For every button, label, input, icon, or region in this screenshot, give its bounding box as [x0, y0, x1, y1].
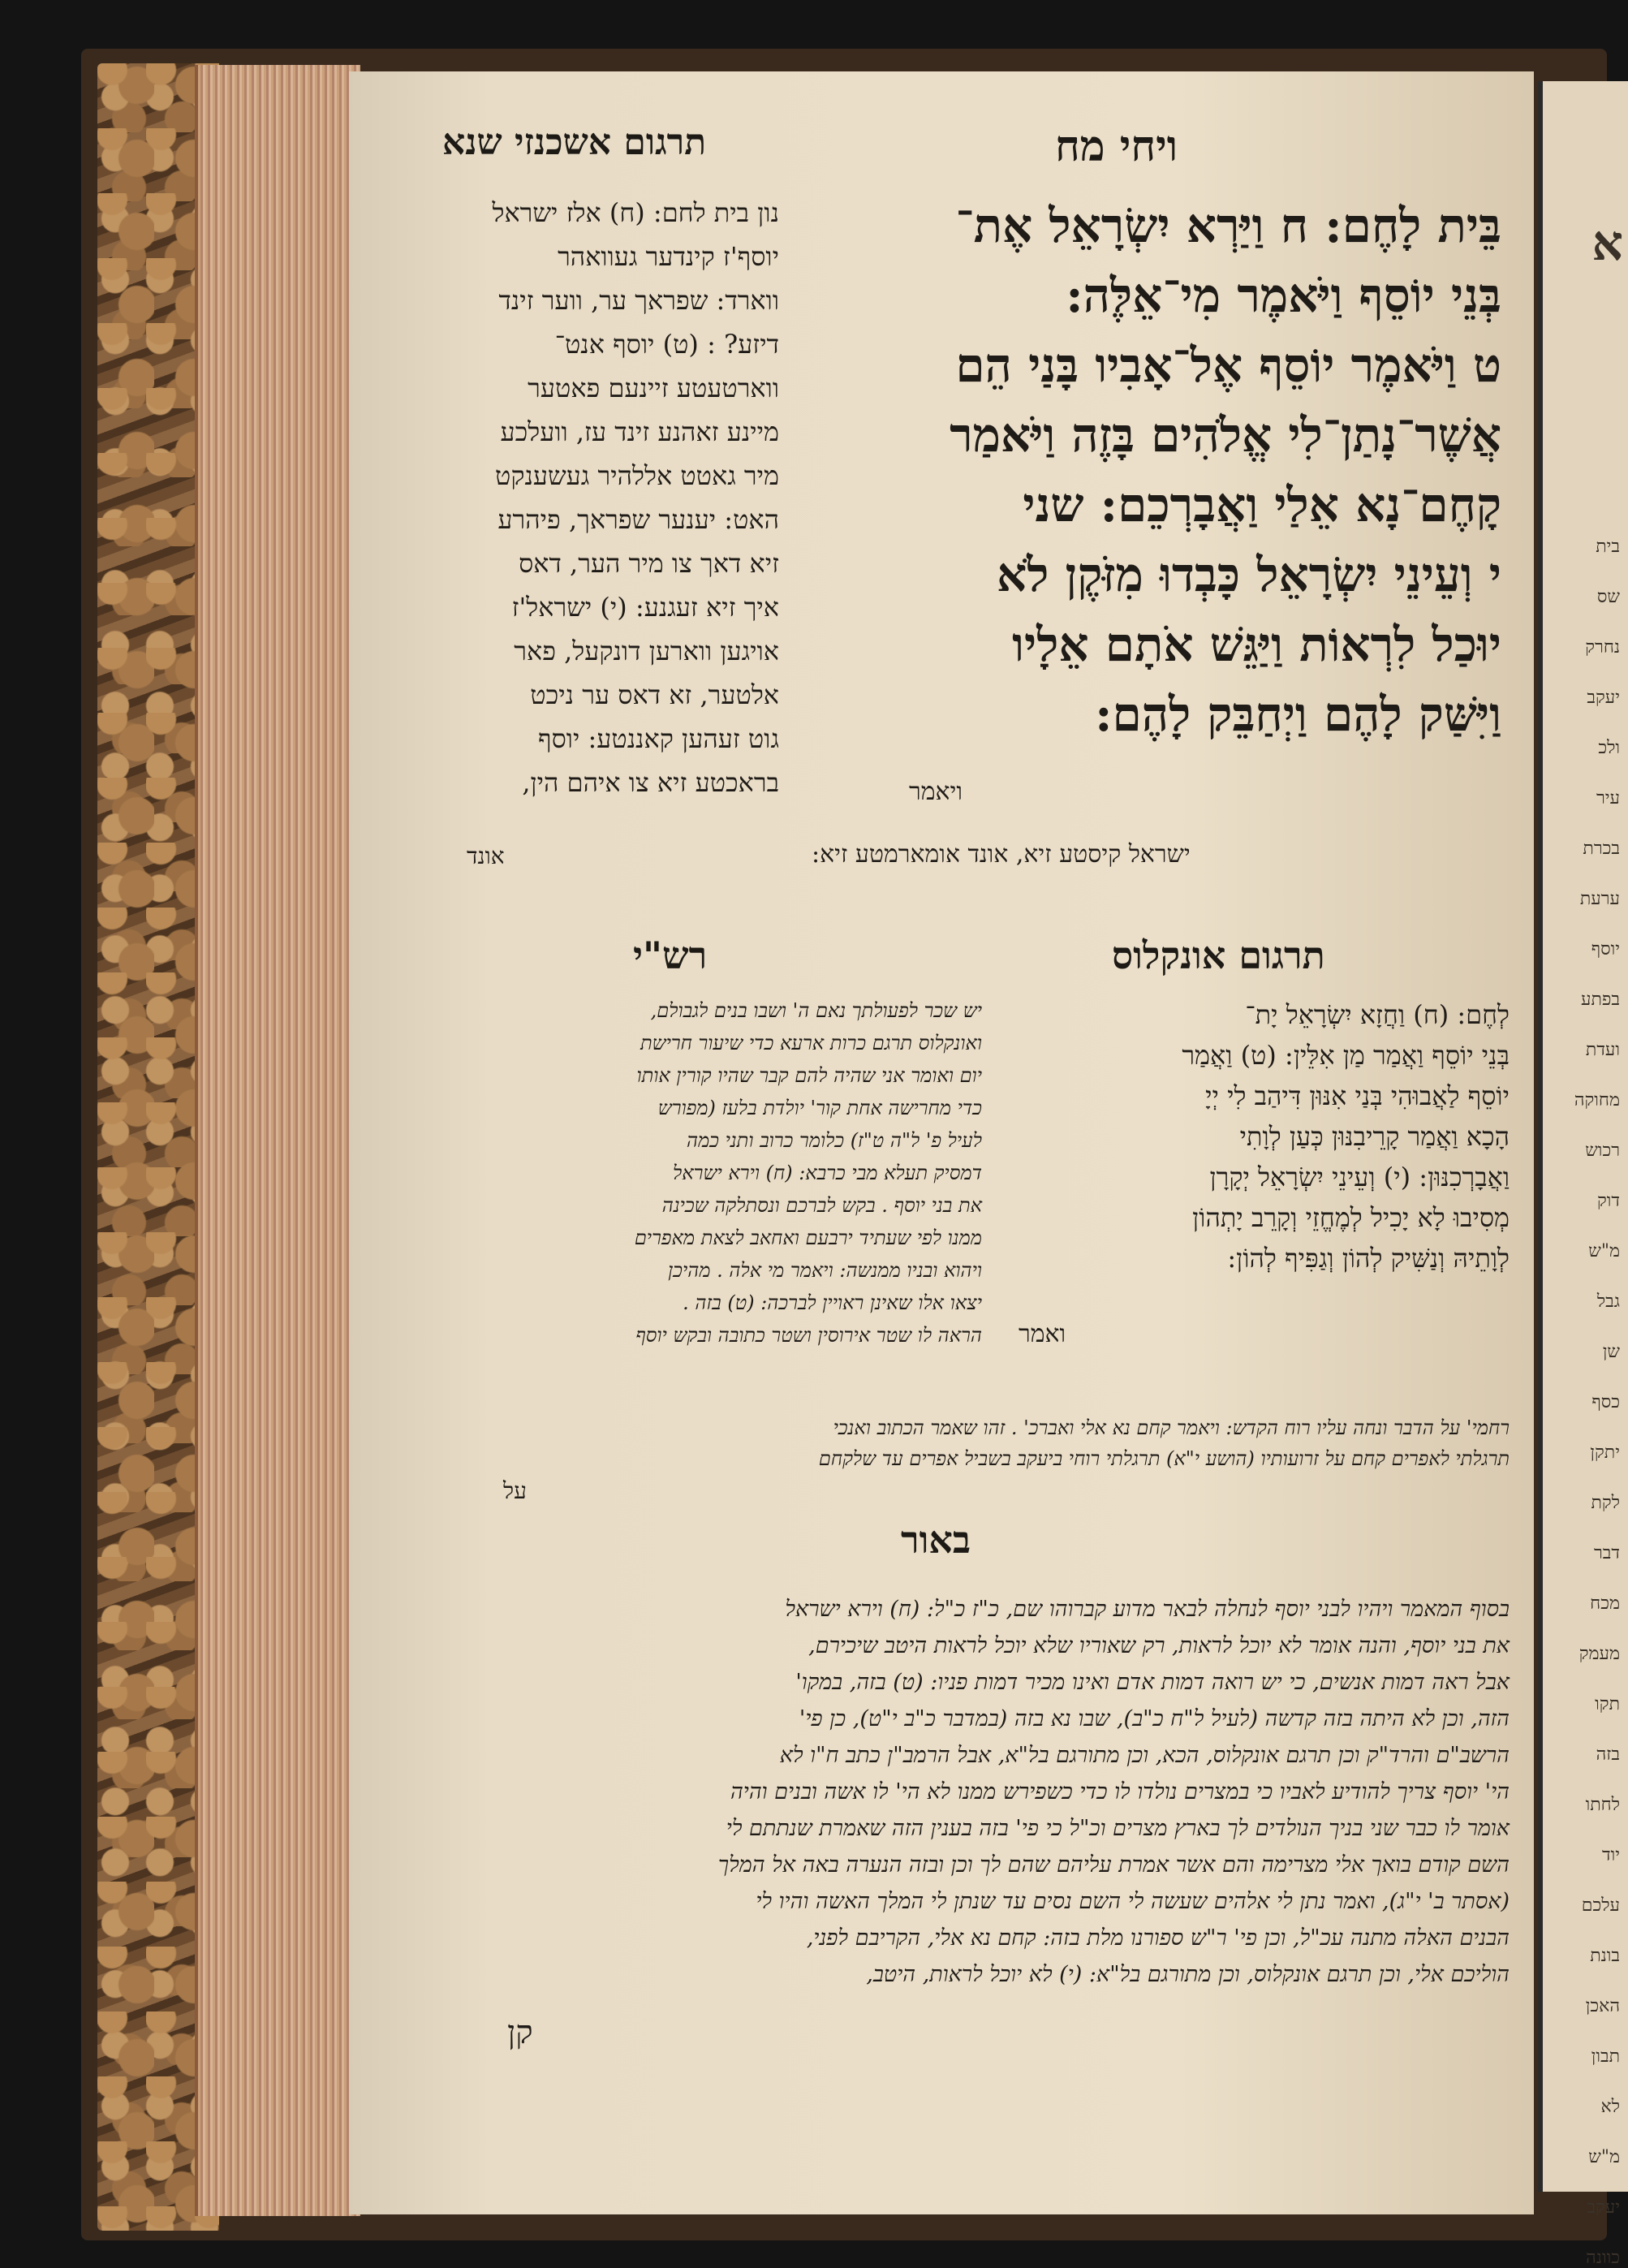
- right-page-fragment: מ"ש: [1588, 2147, 1620, 2167]
- onkelos-line: לְוָתֵיהּ וְנַשִּׁיק לְהוֹן וְגַפִּיף לְהוֹן:: [1227, 1243, 1510, 1274]
- yiddish-catchword: אונד: [467, 843, 505, 869]
- right-page-fragment: מ"ש: [1588, 1241, 1620, 1261]
- rashi-footer-text: [422, 1412, 1510, 1474]
- biur-line: בסוף המאמר ויהיו לבני יוסף לנחלה לבאר מדוע קברוהו שם, כ"ז כ"ל: (ח) וירא ישראל: [785, 1597, 1510, 1622]
- bible-line: יוּכַל לִרְאוֹת וַיַּגֵּשׁ אֹתָם אֵלָיו: [1012, 617, 1501, 672]
- right-page-fragment: עלכם: [1581, 1895, 1620, 1916]
- running-header-parsha: ויחי מח: [1055, 122, 1178, 171]
- bible-line: בֵּית לָחֶם: ח וַיַּרְא יִשְׂרָאֵל אֶת־: [955, 198, 1501, 253]
- right-page-fragment: יוסף: [1591, 939, 1620, 959]
- biur-line: את בני יוסף, והנה אומר לא יוכל לראות, רק שאוריו שלא יוכל לראות היטב שיכירם,: [808, 1633, 1510, 1658]
- right-page-fragment: בכרת: [1583, 839, 1620, 859]
- running-header-targum: תרגום אשכנזי שנא: [442, 122, 707, 163]
- right-page-fragment: בפתע: [1581, 990, 1620, 1010]
- yiddish-line: גוט זעהען קאננטע: יוסף: [537, 723, 779, 754]
- right-page-fragment: שן: [1602, 1342, 1620, 1362]
- right-page-fragment: דבר: [1594, 1543, 1620, 1563]
- rashi-catchword: על: [503, 1477, 527, 1504]
- signature-mark: קן: [507, 2014, 533, 2051]
- right-page-fragment: רכוש: [1585, 1140, 1620, 1161]
- rashi-line: הראה לו שטר אירוסין ושטר כתובה ובקש יוסף: [635, 1324, 982, 1347]
- yiddish-line: אלטער, זא דאס ער ניכט: [530, 679, 779, 710]
- yiddish-line: אויגען ווארען דונקעל, פאר: [514, 636, 779, 666]
- onkelos-title: תרגום אונקלוס: [1112, 934, 1325, 977]
- right-page-fragment: מכח: [1590, 1593, 1620, 1614]
- bible-line: בְּנֵי יוֹסֵף וַיֹּאמֶר מִי־אֵלֶּה:: [1066, 268, 1501, 323]
- right-page-fragment: מעמק: [1578, 1644, 1620, 1664]
- bible-catchword: ויאמר: [909, 778, 963, 806]
- right-page-fragment: האכן: [1585, 1996, 1620, 2016]
- onkelos-line: יוֹסֵף לַאֲבוּהִי בְּנַי אִנּוּן דִּיהַב לִי יְיָ: [1205, 1080, 1510, 1111]
- right-page-fragment: תבון: [1591, 2046, 1620, 2067]
- biur-line: אומר לו כבר שני בניך הנולדים לך בארץ מצרים וכ"ל כי פי' בזה בענין הזה שאמרת שנתתם לי: [726, 1816, 1510, 1841]
- yiddish-line: דיזע? : (ט) יוסף אנט־: [554, 329, 779, 360]
- rashi-line: ויהוא ובניו ממנשה: ויאמר מי אלה . מהיכן: [668, 1259, 982, 1282]
- right-page-fragment: נחרק: [1585, 637, 1620, 658]
- bible-line: אֲשֶׁר־נָתַן־לִי אֱלֹהִים בָּזֶה וַיֹּאמַר: [950, 407, 1501, 463]
- right-page-letter: א: [1591, 215, 1623, 272]
- yiddish-line: בראכטע זיא צו איהם הין,: [522, 767, 779, 798]
- yiddish-line: מיינע זאהנע זינד עז, וועלכע: [500, 416, 779, 447]
- bible-text: [803, 191, 1501, 749]
- right-page-fragment: גבל: [1596, 1291, 1620, 1312]
- yiddish-line: ווארד: שפראך ער, ווער זינד: [498, 285, 779, 316]
- right-page-fragment: לא: [1600, 2097, 1620, 2117]
- biur-line: אבל ראה דמות אנשים, כי יש רואה דמות אדם ואינו מכיר דמות פניו: (ט) בזה, במקו': [795, 1670, 1510, 1695]
- biur-line: הרשב"ם והרד"ק וכן תרגם אונקלוס, הכא, וכן מתורגם בל"א, אבל הרמב"ן כתב ח"ו לא: [779, 1743, 1510, 1768]
- rashi-line: יום ואומר אני שהיה להם קבר שהיו קורין אותו: [636, 1064, 982, 1087]
- yiddish-line: איך זיא זעגנע: (י) ישראל'ז: [511, 592, 779, 623]
- yiddish-line: נון בית לחם: (ח) אלז ישראל: [492, 197, 779, 228]
- right-page-fragment: שס: [1596, 587, 1620, 607]
- rashi-line: כדי מחרישה אחת קור' יולדת בלעז (מפורש: [657, 1097, 982, 1119]
- yiddish-line: האט: יענער שפראך, פיהרע: [497, 504, 779, 535]
- onkelos-line: לְחֶם: (ח) וַחֲזָא יִשְׂרָאֵל יָת־: [1245, 999, 1510, 1030]
- rashi-foot-line: תרגלתי לאפרים קחם על זרועותיו (הושע י"א) תרגלתי רוחי ביעקב בשביל אפרים עד שלקחם: [818, 1447, 1510, 1470]
- onkelos-line: בְּנֵי יוֹסֵף וַאֲמַר מַן אִלֵּין: (ט) וַאֲמַר: [1182, 1040, 1510, 1071]
- right-page-fragment: יתקן: [1590, 1442, 1620, 1463]
- biur-line: הי' יוסף צריך להודיע לאביו כי במצרים נולדו לו כדי כשפירש ממנו לא הי' לו אשה ובנים והיה: [730, 1779, 1510, 1804]
- rashi-text: [422, 994, 982, 1352]
- right-page-fragment: כסף: [1591, 1392, 1620, 1412]
- yiddish-translation: [438, 191, 779, 804]
- right-page-edge: [1538, 81, 1628, 2268]
- onkelos-line: וַאֲבָרְכִנּוּן: (י) וְעֵינֵי יִשְׂרָאֵל יְקָרָן: [1209, 1162, 1510, 1192]
- right-page-fragment: דוק: [1597, 1191, 1620, 1211]
- biur-line: הזה, וכן לא היתה בזה קדשה (לעיל ל"ח כ"ב), שבו נא בזה (במדבר כ"ב י"ט), כן פי': [799, 1706, 1510, 1731]
- bible-line: קָחֶם־נָא אֵלַי וַאֲבָרְכֵם: שני: [1023, 477, 1501, 533]
- rashi-foot-line: רחמי' על הדבר ונחה עליו רוח הקדש: ויאמר קחם נא אלי ואברכ' . זהו שאמר הכתוב ואנכי: [833, 1416, 1510, 1439]
- biur-text: [422, 1591, 1510, 1993]
- right-page-fragment: ערעת: [1579, 889, 1620, 909]
- right-page-fragment: יעקב: [1587, 2197, 1620, 2218]
- onkelos-line: הָכָא וַאֲמַר קָרֵיבִנּוּן כְּעַן לְוָתִי: [1239, 1121, 1510, 1152]
- rashi-line: דמסיק תעלא מבי כרבא: (ח) וירא ישראל: [673, 1162, 982, 1184]
- biur-line: (אסתר ב' י"ג), ואמר נתן לי אלהים שעשה לי השם נסים עד שנתן לי המלך האשה והיו לי: [756, 1889, 1510, 1914]
- bible-line: וַיִּשַּׁק לָהֶם וַיְחַבֵּק לָהֶם:: [1095, 687, 1501, 742]
- right-page-fragment: בית: [1596, 537, 1620, 557]
- yiddish-continuation: ישראל קיסטע זיא, אונד אומארמטע זיא:: [812, 840, 1191, 869]
- yiddish-line: מיר גאטט אללהיר געשענקט: [495, 460, 779, 491]
- yiddish-line: יוסף'ז קינדער געוואהר: [558, 241, 779, 272]
- right-page-fragment: ועדת: [1585, 1040, 1620, 1060]
- right-page-fragment: יעקב: [1587, 688, 1620, 708]
- biur-line: השם קודם בואך אלי מצרימה והם אשר אמרת עליהם שהם לך וכן ובזה הנערה באה אל המלך: [717, 1852, 1510, 1878]
- yiddish-line: ווארטעטע זיינעם פאטער: [528, 373, 779, 403]
- rashi-line: יש שכר לפעולתך נאם ה' ושבו בנים לגבולם,: [650, 999, 982, 1022]
- yiddish-line: זיא דאך צו מיר הער, דאס: [519, 548, 779, 579]
- bible-line: י וְעֵינֵי יִשְׂרָאֵל כָּבְדוּ מִזֹּקֶן לֹא: [996, 547, 1501, 602]
- biur-title: באור: [901, 1518, 971, 1562]
- rashi-line: את בני יוסף . בקש לברכם ונסתלקה שכינה: [661, 1194, 982, 1217]
- rashi-line: ממנו לפי שעתיד ירבעם ואחאב לצאת מאפרים: [634, 1227, 982, 1249]
- biur-line: הבנים האלה מתנה עכ"ל, וכן פי' ר"ש ספורנו מלת בזה: קחם נא אלי, הקריבם לפני,: [806, 1925, 1510, 1951]
- right-page-fragment: תקו: [1595, 1694, 1620, 1714]
- onkelos-catchword: ואמר: [1019, 1320, 1066, 1348]
- right-page-fragment: מחוקה: [1574, 1090, 1620, 1110]
- rashi-line: לעיל פ' ל"ה ט"ז) כלומר כרוב ותני כמה: [686, 1129, 982, 1152]
- right-page-fragment: בונת: [1590, 1946, 1620, 1966]
- onkelos-line: מְסִיבוּ לָא יָכִיל לְמֶחֱזֵי וְקָרֵב יָתְהוֹן: [1192, 1202, 1510, 1233]
- page-block-edge: [195, 65, 360, 2216]
- bible-line: ט וַיֹּאמֶר יוֹסֵף אֶל־אָבִיו בָּנַי הֵם: [955, 338, 1501, 393]
- rashi-title: רש"י: [633, 934, 708, 977]
- onkelos-text: [1006, 994, 1510, 1278]
- right-page-fragment: כוונה: [1586, 2248, 1620, 2268]
- right-page-fragment: ולכ: [1598, 738, 1620, 758]
- right-page-fragment: עיר: [1596, 788, 1620, 808]
- right-page-fragment: לחתו: [1585, 1795, 1620, 1815]
- right-page-fragment: יוד: [1602, 1845, 1620, 1865]
- rashi-line: יצאו אלו שאינן ראויין לברכה: (ט) בזה .: [683, 1291, 982, 1314]
- biur-line: הוליכם אלי, וכן תרגם אונקלוס, וכן מתורגם בל"א: (י) לא יוכל לראות, היטב,: [866, 1962, 1510, 1987]
- rashi-line: ואונקלוס תרגם כרות ארעא כדי שיעור חרישת: [640, 1032, 982, 1054]
- right-page-fragment: בזה: [1596, 1744, 1620, 1765]
- right-page-fragment: לקת: [1591, 1493, 1620, 1513]
